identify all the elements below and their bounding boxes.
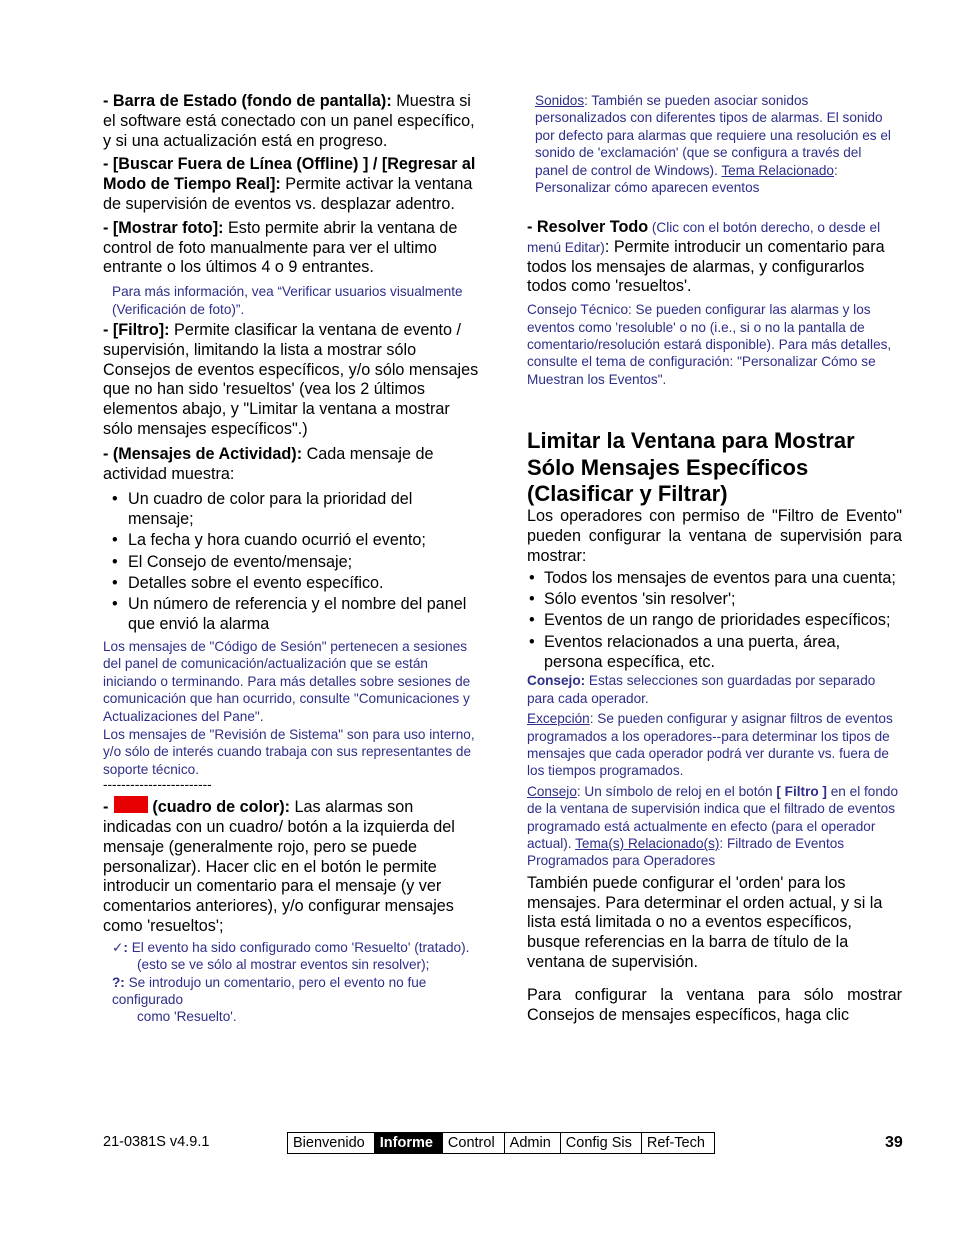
related-topic-link[interactable]: Tema Relacionado xyxy=(721,162,834,178)
right-column xyxy=(527,218,902,1025)
related-topics-link[interactable]: Tema(s) Relacionado(s) xyxy=(575,835,720,851)
red-color-box-icon xyxy=(114,796,148,813)
nav-tab-informe[interactable]: Informe xyxy=(375,1133,443,1153)
sounds-link[interactable]: Sonidos xyxy=(535,93,585,108)
nav-tab-admin[interactable]: Admin xyxy=(505,1133,561,1153)
left-column xyxy=(103,92,480,1026)
list-item: • El Consejo de evento/mensaje; xyxy=(103,553,480,573)
filter-bullet-list xyxy=(527,569,902,672)
list-item: • Un número de referencia y el nombre del panel xyxy=(103,595,480,615)
divider: ------------------------ xyxy=(103,777,212,793)
page-footer xyxy=(0,1132,954,1154)
question-mark-icon: ?: xyxy=(112,974,125,990)
resolved-legend-cont: (esto se ve sólo al mostrar eventos sin resolver); xyxy=(137,957,430,973)
consejo-note: Consejo: Estas selecciones son guardadas por separado para cada operador. xyxy=(527,673,876,706)
resolved-legend: ✓: El evento ha sido configurado como 'Resuelto' (tratado). xyxy=(112,939,470,955)
list-item: • Eventos relacionados a una puerta, área, persona específica, etc. xyxy=(527,633,902,673)
comment-legend: ?: Se introdujo un comentario, pero el evento no fue configurado xyxy=(112,974,427,1007)
nav-tab-config-sis[interactable]: Config Sis xyxy=(561,1133,642,1153)
clock-consejo-note: Consejo: Un símbolo de reloj en el botón [ Filtro ] en el fondo de la ventana de supervisión indica que el filtrado de eventos programado está actualmente en efecto (para el operador actual). Tema(s) Relacionado(s): Filtrado de Eventos Programados para Operadores xyxy=(527,783,899,869)
list-item: • Todos los mensajes de eventos para una cuenta; xyxy=(527,569,902,589)
session-note: Los mensajes de "Código de Sesión" pertenecen a sesiones del panel de comunicación/actualización que se están iniciando o terminando. Para más detalles sobre sesiones de comunicación que han ocurrido, consulte "Comunicaciones y Actualizaciones del Pane". xyxy=(103,638,471,724)
check-mark-icon: ✓: xyxy=(112,939,128,955)
activity-bullet-list xyxy=(103,490,480,615)
list-item: • Sólo eventos 'sin resolver'; xyxy=(527,590,902,610)
list-item: • Eventos de un rango de prioridades específicos; xyxy=(527,611,902,631)
exception-note: Excepción: Se pueden configurar y asignar filtros de eventos programados a los operadores--para determinar los tipos de mensajes que cada operador podrá ver durante vs. fuera de los tiempos programados. xyxy=(527,711,893,779)
photo-paragraph: - [Mostrar foto]: Esto permite abrir la ventana de control de foto manualmente para ver el ultimo entrante o los últimos 4 o 9 entrantes. xyxy=(103,218,458,277)
offline-paragraph: - [Buscar Fuera de Línea (Offline) ] / [Regresar al Modo de Tiempo Real]: Permite activar la ventana de supervisión de eventos vs. desplazar adentro. xyxy=(103,155,476,213)
section-heading: Limitar la Ventana para Mostrar Sólo Mensajes Específicos (Clasificar y Filtrar) xyxy=(527,428,855,507)
document-id: 21-0381S v4.9.1 xyxy=(103,1134,210,1150)
review-note: Los mensajes de "Revisión de Sistema" son para uso interno, y/o sólo de interés cuando trabaja con sus representantes de soporte técnico. xyxy=(103,726,475,777)
section-nav xyxy=(287,1132,715,1154)
right-column-top xyxy=(535,92,895,196)
sounds-note: Sonidos: También se pueden asociar sonidos personalizados con diferentes tipos de alarmas. El sonido por defecto para alarmas que requiere una resolución es el sonido de 'exclamación' (que se configura a través del panel de control de Windows). Tema Relacionado: Personalizar cómo aparecen eventos xyxy=(535,93,891,196)
activity-paragraph: - (Mensajes de Actividad): Cada mensaje de actividad muestra: xyxy=(103,444,434,483)
consejo-link[interactable]: Consejo xyxy=(527,783,577,799)
nav-tab-bienvenido[interactable]: Bienvenido xyxy=(288,1133,375,1153)
nav-tab-ref-tech[interactable]: Ref-Tech xyxy=(646,1135,705,1151)
intro-paragraph: Los operadores con permiso de "Filtro de Evento" pueden configurar la ventana de supervisión para mostrar: xyxy=(527,507,902,566)
list-item: • Un cuadro de color para la prioridad del mensaje; xyxy=(103,490,480,530)
list-item: • La fecha y hora cuando ocurrió el evento; xyxy=(103,531,480,551)
status-bar-paragraph: - Barra de Estado (fondo de pantalla): Muestra si el software está conectado con un panel específico, y si una actualización está en progreso. xyxy=(103,92,475,150)
comment-legend-cont: como 'Resuelto'. xyxy=(137,1009,237,1025)
filter-button-ref: [ Filtro ] xyxy=(776,783,827,799)
photo-note: Para más información, vea “Verificar usuarios visualmente (Verificación de foto)”. xyxy=(112,284,463,317)
resolve-all-paragraph: - Resolver Todo (Clic con el botón derecho, o desde el menú Editar): Permite introducir un comentario para todos los mensajes de alarmas, y configurarlos todos como 'resueltos'. xyxy=(527,218,885,296)
tech-tip-note: Consejo Técnico: Se pueden configurar las alarmas y los eventos como 'resoluble' o no (i.e., si o no la pantalla de comentario/resolución estará disponible). Para más detalles, consulte el tema de configuración: "Personalizar Cómo se Muestran los Eventos". xyxy=(527,302,892,387)
configure-paragraph: Para configurar la ventana para sólo mostrar Consejos de mensajes específicos, haga clic xyxy=(527,985,902,1024)
color-box-paragraph: - (cuadro de color): Las alarmas son indicadas con un cuadro/ botón a la izquierda del mensaje (generalmente rojo, pero se puede personalizar). Hacer clic en el botón le permite introducir un comentario para el mensaje (y ver comentarios anteriores), y/o configurar mensajes como 'resueltos'; xyxy=(103,798,455,935)
page-number: 39 xyxy=(885,1134,903,1151)
exception-link[interactable]: Excepción xyxy=(527,711,590,727)
nav-tab-control[interactable]: Control xyxy=(443,1133,505,1153)
filter-paragraph: - [Filtro]: Permite clasificar la ventana de evento / supervisión, limitando la lista a mostrar sólo Consejos de eventos específicos, y/o sólo mensajes que no han sido 'resueltos' (vea los 2 últimos elementos abajo, y "Limitar la ventana a mostrar sólo mensajes específicos".) xyxy=(103,320,479,438)
bullet-continuation: que envió la alarma xyxy=(128,615,270,634)
list-item: • Detalles sobre el evento específico. xyxy=(103,574,480,594)
order-paragraph: También puede configurar el 'orden' para los mensajes. Para determinar el orden actual, y si la lista está limitada o no a eventos específicos, busque referencias en la barra de título de la ventana de supervisión. xyxy=(527,873,883,971)
